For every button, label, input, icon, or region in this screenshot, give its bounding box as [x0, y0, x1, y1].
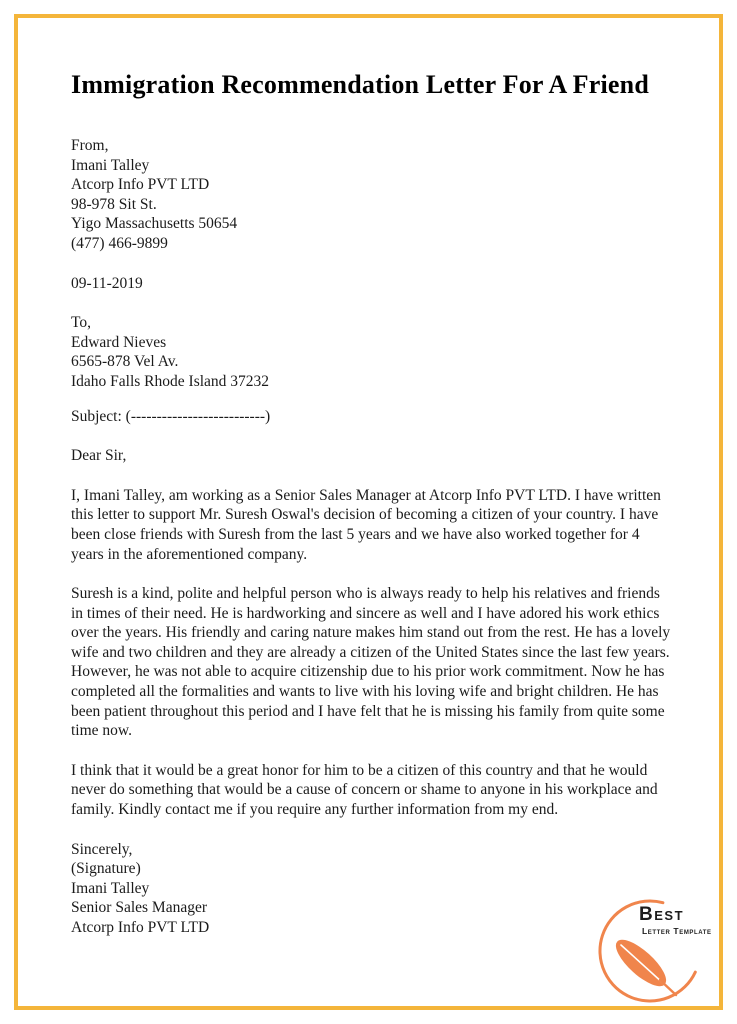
- closing-title: Senior Sales Manager: [71, 899, 208, 917]
- page-title: Immigration Recommendation Letter For A Friend: [71, 70, 649, 99]
- letter-date: 09-11-2019: [71, 274, 143, 292]
- from-label: From,: [71, 137, 109, 154]
- to-label: To,: [71, 314, 92, 332]
- closing-signature: (Signature): [71, 860, 141, 878]
- sender-block: [71, 136, 675, 254]
- closing-name: Imani Talley: [71, 879, 150, 897]
- sender-company: Atcorp Info PVT LTD: [71, 176, 210, 194]
- recipient-street: 6565-878 Vel Av.: [71, 353, 179, 371]
- sender-name: Imani Talley: [71, 156, 150, 174]
- paragraph-2: Suresh is a kind, polite and helpful person who is always ready to help his relatives and friends in times of their need. He is hardworking and sincere as well and I have adored his work ethics over the years. His friendly and caring nature makes him stand out from the rest. He has a lovely wife and two children and they are already a citizen of the United States since the last few years. However, he was not able to acquire citizenship due to his prior work commitment. Now he has completed all the formalities and wants to live with his loving wife and bright children. He has been patient throughout this period and I have felt that he is missing his family from quite some time now.: [71, 585, 671, 740]
- paragraph-1: I, Imani Talley, am working as a Senior Sales Manager at Atcorp Info PVT LTD. I have written this letter to support Mr. Suresh Oswal's decision of becoming a citizen of your country. I have been close friends with Suresh from the last 5 years and we have also worked together for 4 years in the aforementioned company.: [71, 486, 661, 563]
- brand-logo: [588, 893, 726, 1008]
- recipient-block: [71, 313, 675, 391]
- subject-line: Subject: (--------------------------): [71, 407, 271, 425]
- letter-content: [71, 0, 675, 938]
- logo-wordmark: Best: [639, 904, 685, 925]
- sender-street: 98-978 Sit St.: [71, 195, 157, 213]
- recipient-city: Idaho Falls Rhode Island 37232: [71, 372, 270, 390]
- sender-city: Yigo Massachusetts 50654: [71, 215, 238, 233]
- salutation: Dear Sir,: [71, 447, 127, 465]
- closing-sincerely: Sincerely,: [71, 840, 133, 858]
- recipient-name: Edward Nieves: [71, 333, 167, 351]
- closing-company: Atcorp Info PVT LTD: [71, 919, 210, 936]
- logo-tagline: Letter Template: [642, 926, 712, 936]
- closing-block: [71, 840, 675, 938]
- paragraph-3: I think that it would be a great honor for him to be a citizen of this country and that he would never do something that would be a cause of concern or shame to anyone in his workplace and family. Kindly contact me if you require any further information from my end.: [71, 761, 658, 819]
- sender-phone: (477) 466-9899: [71, 234, 168, 252]
